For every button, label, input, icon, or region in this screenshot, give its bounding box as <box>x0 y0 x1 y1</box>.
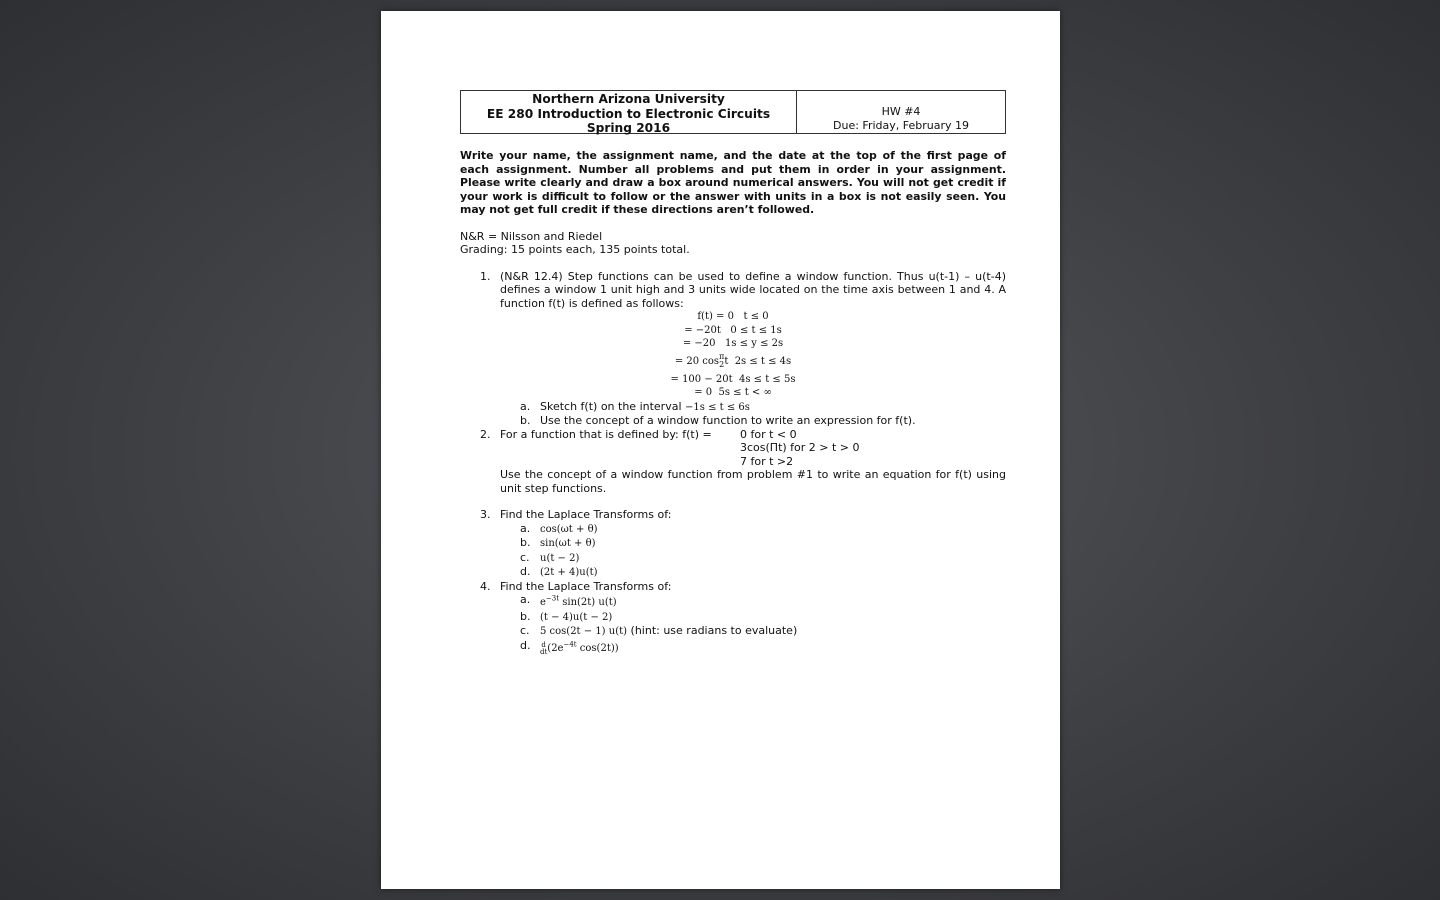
problem-2-instructions: Use the concept of a window function from problem #1 to write an equation for f(t) using unit step functions. <box>500 468 1006 495</box>
subpart-c <box>460 624 1006 639</box>
subpart-label: b. <box>520 536 531 549</box>
subpart-label: c. <box>520 624 530 638</box>
math-expression: (2t + 4)u(t) <box>540 567 598 578</box>
subpart-a <box>460 522 1006 537</box>
problem-text: (N&R 12.4) Step functions can be used to define a window function. Thus u(t-1) – u(t-4) defines a window 1 unit high and 3 units wide located on the time axis between 1 and 4. A function f(t) is defined as follows: <box>500 269 1006 310</box>
equation-line: f(t) = 0 t ≤ 0 <box>697 311 769 322</box>
math-rest: cos(2t)) <box>576 643 619 655</box>
subpart-label: b. <box>520 414 531 427</box>
nr-abbrev: N&R = Nilsson and Riedel <box>460 229 603 243</box>
subpart-text: Sketch f(t) on the interval <box>540 399 686 413</box>
problem-4 <box>460 580 1006 594</box>
equation-line: = 100 − 20t 4s ≤ t ≤ 5s <box>670 373 796 385</box>
subpart-b <box>460 536 1006 551</box>
math-expression <box>540 640 619 656</box>
math-expression: 5 cos(2t − 1) u(t) <box>540 626 628 638</box>
equation-line: = −20t 0 ≤ t ≤ 1s <box>684 324 782 336</box>
grading-note: Grading: 15 points each, 135 points total. <box>460 243 690 256</box>
case-line: 7 for t >2 <box>740 454 794 468</box>
course-title: EE 280 Introduction to Electronic Circuits <box>486 106 771 121</box>
subpart-b <box>460 414 1006 428</box>
subpart-c <box>460 551 1006 566</box>
math-expression <box>540 597 617 608</box>
subpart-text: Use the concept of a window function to write an expression for f(t). <box>540 414 916 427</box>
header-left-cell <box>461 91 797 133</box>
equation-line: = 0 5s ≤ t < ∞ <box>694 387 772 398</box>
math-expression: −1s ≤ t ≤ 6s <box>685 401 750 413</box>
subpart-d <box>460 565 1006 580</box>
problem-1 <box>460 270 1006 311</box>
problem-lead: For a function that is defined by: f(t) = <box>500 427 712 441</box>
problem-text: Find the Laplace Transforms of: <box>500 579 672 593</box>
math-expression: sin(ωt + θ) <box>540 538 596 549</box>
notes <box>460 230 1006 257</box>
hw-number: HW #4 <box>881 105 921 118</box>
denominator: 2 <box>719 360 725 369</box>
problem-text: Find the Laplace Transforms of: <box>500 508 672 521</box>
case-line: 0 for t < 0 <box>740 427 797 441</box>
subpart-d <box>460 639 1006 655</box>
denominator: dt <box>540 647 548 656</box>
header-table <box>460 90 1006 134</box>
problem-number: 3. <box>480 508 491 521</box>
subpart-label: d. <box>520 565 531 578</box>
math-expression: cos(ωt + θ) <box>540 523 598 535</box>
hint-text: (hint: use radians to evaluate) <box>627 624 798 638</box>
subpart-label: b. <box>520 609 531 623</box>
document-page <box>381 11 1060 889</box>
header-right-cell <box>797 91 1005 133</box>
subpart-a <box>460 593 1006 610</box>
subpart-label: a. <box>520 399 531 413</box>
numerator: d <box>541 640 546 649</box>
problem-number: 4. <box>480 579 491 593</box>
math-exponent: −4t <box>563 640 577 649</box>
problem-2 <box>460 428 1006 442</box>
equation-line: = −20 1s ≤ y ≤ 2s <box>682 338 784 349</box>
directions-paragraph: Write your name, the assignment name, and the date at the top of the first page of each assignment. Number all problems and put them in order in your assignment. Please write clearly and draw a box around numerical answers. You will not get credit if your work is difficult to follow or the answer with units in a box is not easily seen. You may not get full credit if these directions aren’t followed. <box>460 149 1006 216</box>
math-expression: (t − 4)u(t − 2) <box>540 611 613 623</box>
subpart-label: d. <box>520 638 531 652</box>
problem-number: 1. <box>480 269 491 283</box>
eq-part: = 20 cos <box>674 355 720 367</box>
term: Spring 2016 <box>586 121 671 135</box>
math-rest: sin(2t) u(t) <box>559 597 617 609</box>
math-expression: u(t − 2) <box>540 552 580 564</box>
math-base: e <box>540 597 546 609</box>
due-date: Due: Friday, February 19 <box>833 118 969 132</box>
university-name: Northern Arizona University <box>532 92 725 106</box>
piecewise-equations <box>460 310 1006 400</box>
numerator: π <box>719 352 725 361</box>
math-base: (2e <box>547 643 564 655</box>
equation-line <box>460 351 1006 373</box>
subpart-a <box>460 400 1006 415</box>
math-exponent: −3t <box>545 595 560 603</box>
subpart-label: c. <box>520 550 530 564</box>
problem-number: 2. <box>480 427 491 441</box>
subpart-label: a. <box>520 593 531 606</box>
page-content <box>460 90 1006 655</box>
eq-part: t 2s ≤ t ≤ 4s <box>724 355 792 367</box>
problem-3 <box>460 508 1006 522</box>
subpart-label: a. <box>520 521 531 535</box>
case-line: 3cos(Πt) for 2 > t > 0 <box>740 441 860 454</box>
subpart-b <box>460 610 1006 625</box>
